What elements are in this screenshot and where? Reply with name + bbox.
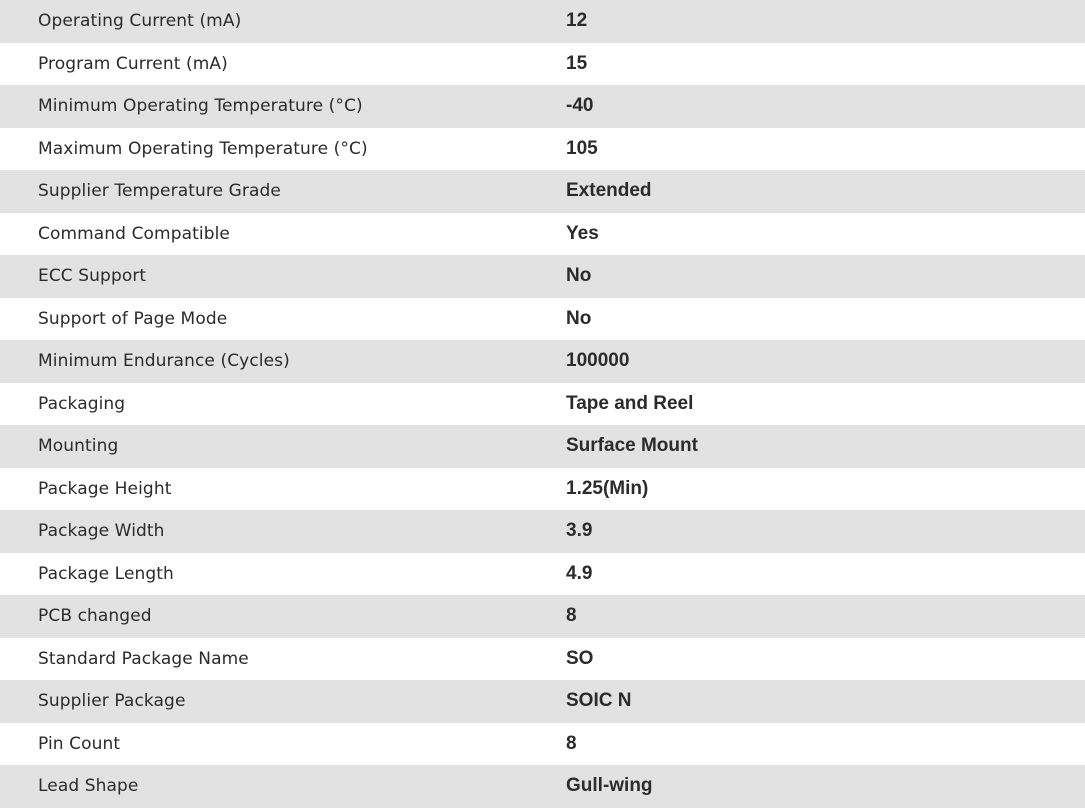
spec-value: No [566,255,1085,298]
spec-value: Surface Mount [566,425,1085,468]
spec-label: Program Current (mA) [0,43,566,86]
spec-label: PCB changed [0,595,566,638]
spec-value: 105 [566,128,1085,171]
spec-value: 12 [566,0,1085,43]
spec-label: Supplier Package [0,680,566,723]
spec-value: Extended [566,170,1085,213]
spec-row-packaging [0,383,1085,426]
spec-label: Command Compatible [0,213,566,256]
spec-row-pcb-changed [0,595,1085,638]
spec-value: SOIC N [566,680,1085,723]
spec-label: Support of Page Mode [0,298,566,341]
spec-label: Minimum Endurance (Cycles) [0,340,566,383]
spec-label: Maximum Operating Temperature (°C) [0,128,566,171]
spec-label: Lead Shape [0,765,566,808]
spec-row-supplier-temp-grade [0,170,1085,213]
spec-label: ECC Support [0,255,566,298]
spec-value: 8 [566,723,1085,766]
spec-label: Package Width [0,510,566,553]
spec-label: Pin Count [0,723,566,766]
spec-label: Mounting [0,425,566,468]
spec-value: Yes [566,213,1085,256]
spec-row-min-operating-temp [0,85,1085,128]
spec-row-supplier-package [0,680,1085,723]
spec-value: Tape and Reel [566,383,1085,426]
spec-label: Operating Current (mA) [0,0,566,43]
spec-row-mounting [0,425,1085,468]
spec-label: Minimum Operating Temperature (°C) [0,85,566,128]
spec-value: 3.9 [566,510,1085,553]
spec-value: No [566,298,1085,341]
spec-row-pin-count [0,723,1085,766]
spec-row-package-height [0,468,1085,511]
spec-value: 8 [566,595,1085,638]
spec-row-page-mode [0,298,1085,341]
spec-row-command-compatible [0,213,1085,256]
spec-row-package-width [0,510,1085,553]
spec-label: Packaging [0,383,566,426]
spec-row-min-endurance [0,340,1085,383]
spec-value: SO [566,638,1085,681]
spec-value: 100000 [566,340,1085,383]
spec-value: 1.25(Min) [566,468,1085,511]
spec-value: Gull-wing [566,765,1085,808]
spec-value: 15 [566,43,1085,86]
spec-row-program-current [0,43,1085,86]
spec-row-operating-current [0,0,1085,43]
spec-value: 4.9 [566,553,1085,596]
spec-row-max-operating-temp [0,128,1085,171]
spec-row-lead-shape [0,765,1085,808]
spec-value: -40 [566,85,1085,128]
spec-label: Package Length [0,553,566,596]
spec-row-package-length [0,553,1085,596]
spec-label: Package Height [0,468,566,511]
spec-label: Supplier Temperature Grade [0,170,566,213]
spec-row-standard-package-name [0,638,1085,681]
spec-label: Standard Package Name [0,638,566,681]
spec-row-ecc-support [0,255,1085,298]
